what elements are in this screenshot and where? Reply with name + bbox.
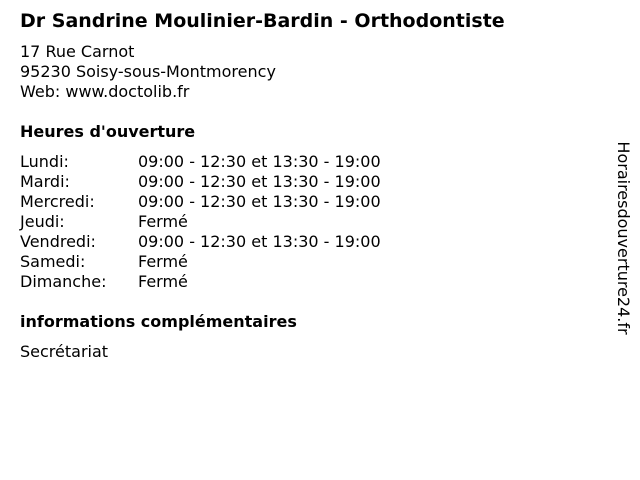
practice-title: Dr Sandrine Moulinier-Bardin - Orthodontiste [20, 10, 505, 32]
day-label: Lundi: [20, 152, 69, 171]
day-hours: Fermé [138, 272, 188, 291]
hours-row-jeudi [20, 212, 610, 232]
hours-row-lundi [20, 152, 610, 172]
additional-info-heading: informations complémentaires [20, 312, 297, 331]
day-hours: 09:00 - 12:30 et 13:30 - 19:00 [138, 192, 381, 211]
hours-row-dimanche [20, 272, 610, 292]
hours-row-mardi [20, 172, 610, 192]
hours-row-vendredi [20, 232, 610, 252]
hours-row-mercredi [20, 192, 610, 212]
day-label: Vendredi: [20, 232, 96, 251]
address-city: 95230 Soisy-sous-Montmorency [20, 62, 276, 81]
day-hours: 09:00 - 12:30 et 13:30 - 19:00 [138, 172, 381, 191]
day-label: Samedi: [20, 252, 86, 271]
day-label: Jeudi: [20, 212, 65, 231]
site-watermark: Horairesdouverture24.fr [614, 141, 633, 335]
day-label: Mercredi: [20, 192, 95, 211]
day-hours: Fermé [138, 252, 188, 271]
additional-info-text: Secrétariat [20, 342, 109, 361]
day-hours: 09:00 - 12:30 et 13:30 - 19:00 [138, 152, 381, 171]
practice-address [20, 42, 610, 102]
day-hours: Fermé [138, 212, 188, 231]
practice-card [20, 9, 610, 362]
day-label: Dimanche: [20, 272, 107, 291]
hours-row-samedi [20, 252, 610, 272]
day-label: Mardi: [20, 172, 70, 191]
opening-hours-table [20, 152, 610, 292]
opening-hours-heading: Heures d'ouverture [20, 122, 196, 141]
address-street: 17 Rue Carnot [20, 42, 135, 61]
website-line: Web: www.doctolib.fr [20, 82, 190, 101]
day-hours: 09:00 - 12:30 et 13:30 - 19:00 [138, 232, 381, 251]
